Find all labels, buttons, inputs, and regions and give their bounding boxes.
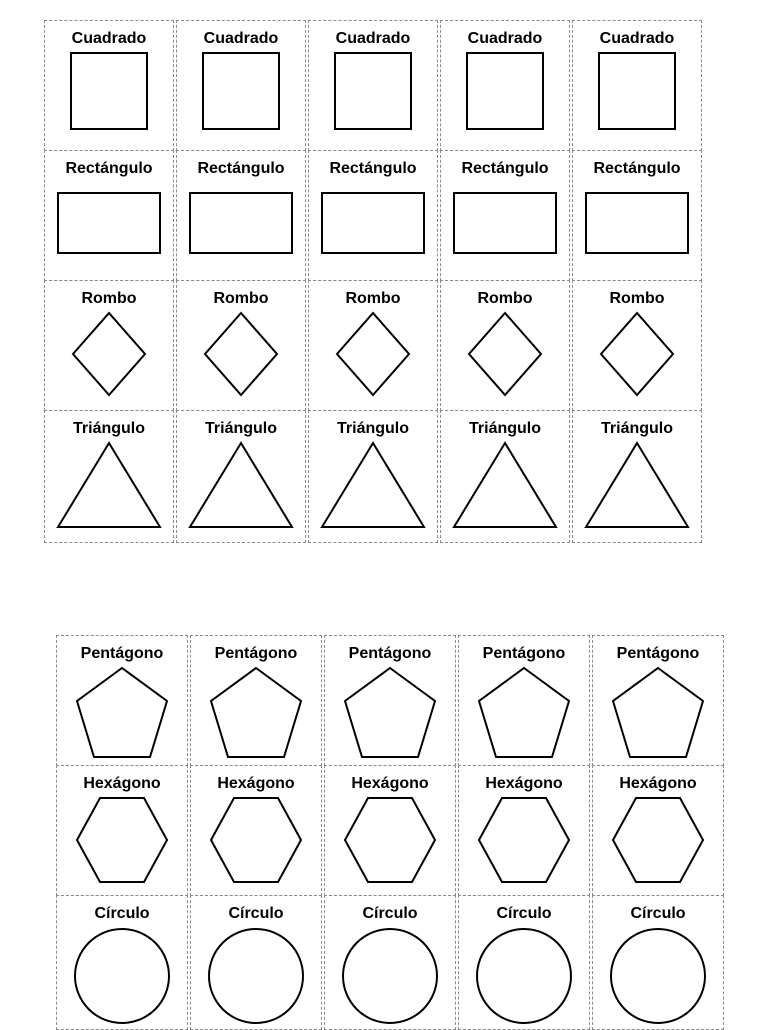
card-label: Círculo [228,905,284,922]
rhombus-icon [599,311,675,397]
triangle-icon [584,441,690,529]
shape-card [458,895,590,1030]
shape-card [190,635,322,766]
shape-card [458,635,590,766]
card-label: Círculo [630,905,686,922]
pentagon-icon [342,666,438,760]
rhombus-icon [467,311,543,397]
rectangle-icon [452,191,558,255]
shape-card [324,765,456,896]
square-icon [597,51,677,131]
triangle-icon [452,441,558,529]
rectangle-icon [188,191,294,255]
shape-card [308,280,438,411]
card-column [56,635,188,1030]
card-column [592,635,724,1030]
card-label: Triángulo [469,420,541,437]
shape-card [458,765,590,896]
card-column [190,635,322,1030]
shape-card [324,895,456,1030]
shape-cards-sheet-bottom [56,635,724,1030]
pentagon-icon [476,666,572,760]
shape-card [56,765,188,896]
square-icon [465,51,545,131]
shape-card [440,150,570,281]
card-label: Cuadrado [71,30,147,47]
hexagon-icon [476,796,572,884]
card-label: Hexágono [485,775,563,792]
card-column [458,635,590,1030]
shape-card [44,150,174,281]
shape-card [176,410,306,543]
card-label: Hexágono [619,775,697,792]
shape-card [440,280,570,411]
card-label: Triángulo [601,420,673,437]
square-icon [201,51,281,131]
card-label: Rectángulo [197,160,285,177]
shape-card [190,765,322,896]
card-label: Hexágono [217,775,295,792]
shape-card [190,895,322,1030]
card-label: Cuadrado [335,30,411,47]
card-label: Rectángulo [329,160,417,177]
shape-card [572,410,702,543]
shape-card [572,20,702,151]
card-label: Rombo [81,290,137,307]
rhombus-icon [71,311,147,397]
pentagon-icon [208,666,304,760]
shape-card [572,150,702,281]
shape-card [44,20,174,151]
shape-card [324,635,456,766]
pentagon-icon [610,666,706,760]
shape-card [176,150,306,281]
square-icon [69,51,149,131]
rectangle-icon [320,191,426,255]
triangle-icon [188,441,294,529]
rhombus-icon [335,311,411,397]
card-label: Cuadrado [599,30,675,47]
card-column [44,20,174,543]
square-icon [333,51,413,131]
card-label: Cuadrado [203,30,279,47]
shape-card [176,20,306,151]
card-label: Rombo [477,290,533,307]
circle-icon [206,926,306,1026]
hexagon-icon [610,796,706,884]
shape-card [592,895,724,1030]
card-label: Pentágono [482,645,566,662]
card-label: Hexágono [83,775,161,792]
card-label: Triángulo [73,420,145,437]
shape-card [592,635,724,766]
card-column [572,20,702,543]
card-label: Rombo [609,290,665,307]
card-label: Rombo [213,290,269,307]
hexagon-icon [342,796,438,884]
circle-icon [340,926,440,1026]
card-label: Triángulo [337,420,409,437]
shape-card [440,20,570,151]
rectangle-icon [56,191,162,255]
card-label: Círculo [362,905,418,922]
card-label: Pentágono [616,645,700,662]
shape-card [592,765,724,896]
rectangle-icon [584,191,690,255]
card-column [308,20,438,543]
circle-icon [474,926,574,1026]
circle-icon [608,926,708,1026]
triangle-icon [320,441,426,529]
card-label: Rectángulo [65,160,153,177]
circle-icon [72,926,172,1026]
card-column [440,20,570,543]
card-column [176,20,306,543]
card-label: Círculo [94,905,150,922]
card-label: Cuadrado [467,30,543,47]
shape-card [440,410,570,543]
shape-card [176,280,306,411]
shape-card [572,280,702,411]
shape-card [308,410,438,543]
card-label: Pentágono [348,645,432,662]
hexagon-icon [208,796,304,884]
card-label: Pentágono [214,645,298,662]
card-label: Pentágono [80,645,164,662]
rhombus-icon [203,311,279,397]
shape-card [56,895,188,1030]
shape-card [56,635,188,766]
card-label: Rectángulo [593,160,681,177]
shape-card [44,410,174,543]
card-label: Hexágono [351,775,429,792]
shape-card [308,150,438,281]
hexagon-icon [74,796,170,884]
shape-card [44,280,174,411]
triangle-icon [56,441,162,529]
card-label: Rectángulo [461,160,549,177]
card-label: Triángulo [205,420,277,437]
shape-cards-sheet-top [44,20,702,543]
card-column [324,635,456,1030]
shape-card [308,20,438,151]
card-label: Rombo [345,290,401,307]
pentagon-icon [74,666,170,760]
card-label: Círculo [496,905,552,922]
